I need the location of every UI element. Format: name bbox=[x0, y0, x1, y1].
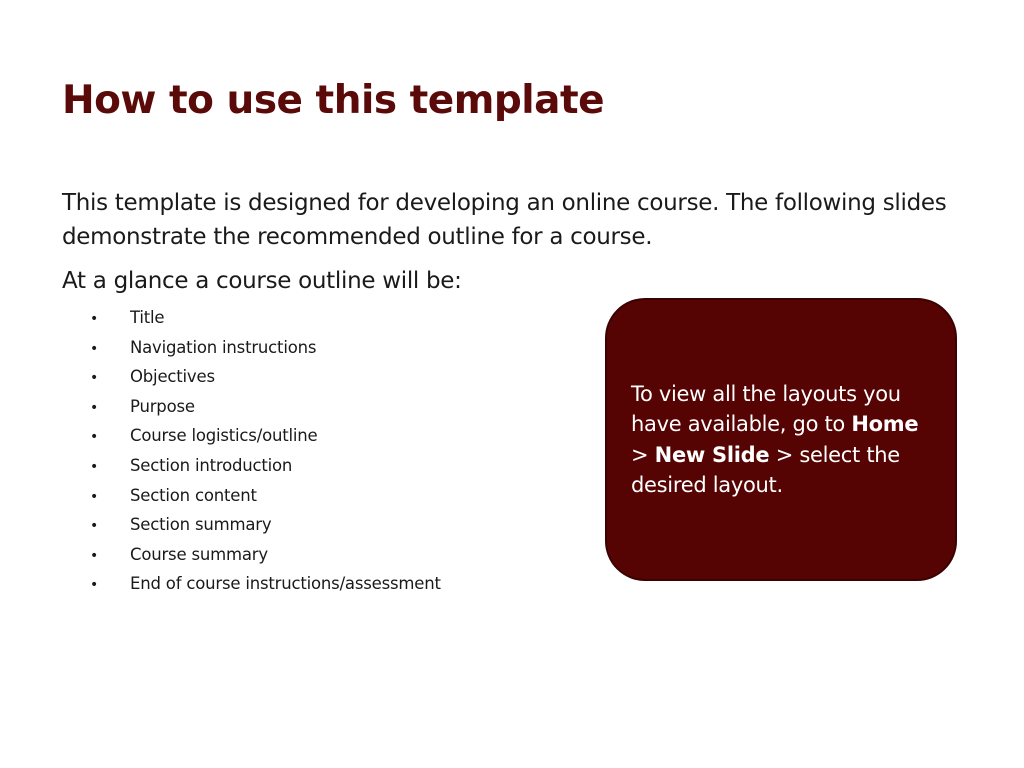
list-item bbox=[90, 364, 441, 394]
list-item bbox=[90, 453, 441, 483]
list-item bbox=[90, 542, 441, 572]
callout-sep1: > bbox=[631, 442, 655, 467]
bullet-icon: • bbox=[90, 311, 99, 327]
bullet-icon: • bbox=[90, 488, 99, 505]
callout-text bbox=[607, 379, 955, 501]
list-item-label: Navigation instructions bbox=[130, 337, 317, 357]
callout-sep2: > bbox=[769, 442, 800, 467]
bullet-icon: • bbox=[90, 458, 99, 475]
list-item-label: Course logistics/outline bbox=[130, 426, 318, 446]
list-item-label: Objectives bbox=[130, 367, 215, 387]
list-item bbox=[90, 335, 441, 365]
list-item-label: Purpose bbox=[130, 396, 195, 416]
list-item bbox=[90, 571, 441, 601]
list-item-label: Course summary bbox=[130, 544, 268, 564]
callout-line1: To view all the layouts you have available, go to bbox=[631, 381, 901, 436]
list-item bbox=[90, 423, 441, 453]
callout-box bbox=[605, 298, 957, 581]
callout-new-slide: New Slide bbox=[654, 442, 770, 467]
bullet-icon: • bbox=[90, 429, 99, 446]
slide-title: How to use this template bbox=[62, 78, 605, 123]
list-item bbox=[90, 394, 441, 424]
bullet-icon: • bbox=[90, 340, 99, 357]
outline-heading: At a glance a course outline will be: bbox=[62, 268, 462, 294]
list-item-label: Title bbox=[130, 308, 165, 327]
list-item bbox=[90, 483, 441, 513]
list-item bbox=[90, 305, 441, 335]
list-item-label: End of course instructions/assessment bbox=[130, 574, 441, 594]
list-item-label: Section summary bbox=[130, 515, 272, 535]
bullet-icon: • bbox=[90, 547, 99, 564]
bullet-icon: • bbox=[90, 399, 99, 416]
list-item-label: Section content bbox=[130, 485, 257, 505]
callout-home: Home bbox=[851, 412, 919, 436]
intro-paragraph: This template is designed for developing an online course. The following slides demonstrate the recommended outline for a course. bbox=[62, 190, 947, 250]
bullet-icon: • bbox=[90, 370, 99, 387]
list-item bbox=[90, 512, 441, 542]
bullet-icon: • bbox=[90, 518, 99, 535]
outline-list bbox=[90, 305, 441, 601]
callout-line2: select the desired layout. bbox=[631, 442, 900, 497]
list-item-label: Section introduction bbox=[130, 455, 293, 475]
bullet-icon: • bbox=[90, 577, 99, 594]
